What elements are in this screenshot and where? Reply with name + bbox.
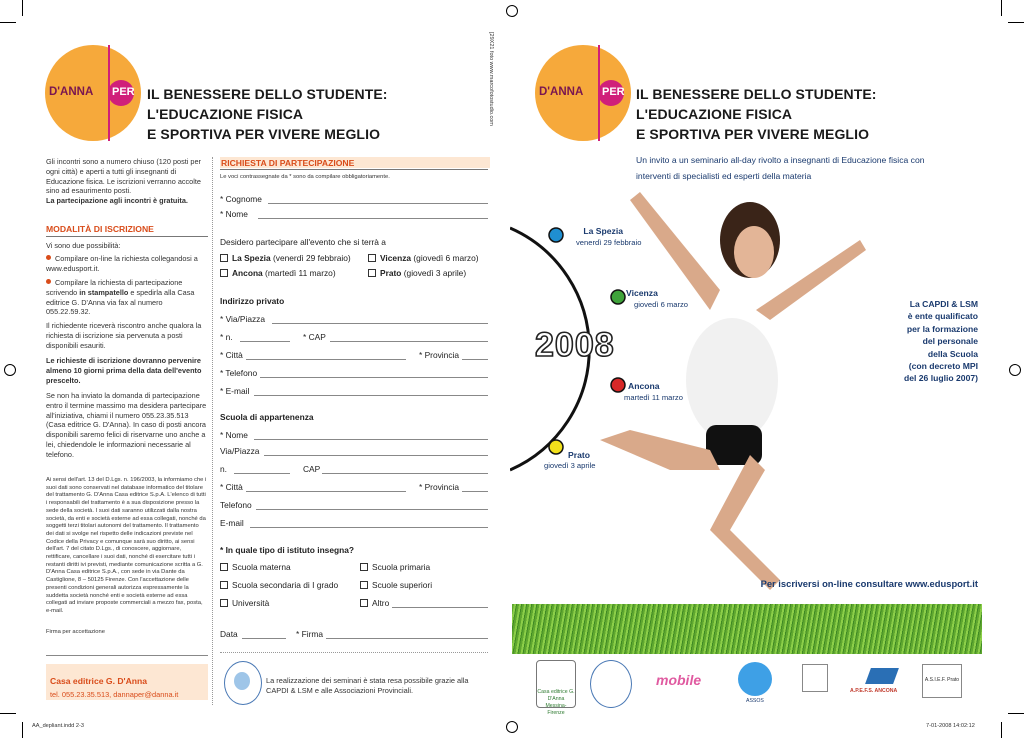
form-note: Le voci contrassegnate da * sono da compilare obbligatoriamente.: [220, 174, 390, 180]
timeline-dot-prato: [549, 440, 563, 454]
crop-mark: [0, 713, 16, 714]
timeline-dot-vicenza: [611, 290, 625, 304]
scuola-n-input[interactable]: [234, 473, 290, 474]
intro-text: Gli incontri sono a numero chiuso (120 posti per ogni città) e aperti a tutti gli insegnanti di Educazione fisica. Le iscrizioni verranno accolte sino ad esaurimento posti. La partecipazione agli incontri è gratuita.: [46, 157, 201, 206]
sponsor-logo-4: [802, 664, 828, 692]
scuola-via-label: Via/Piazza: [220, 446, 260, 456]
scuola-telefono-input[interactable]: [256, 509, 488, 510]
sponsor-logo-assos-text: ASSOS: [746, 698, 764, 704]
modalita-intro: Vi sono due possibilità:: [46, 241, 121, 250]
nome-input[interactable]: [258, 218, 488, 219]
event-date-prato: giovedì 3 aprile: [544, 461, 596, 470]
privacy-text: Ai sensi dell'art. 13 del D.Lgs. n. 196/2003, la informiamo che i suoi dati sono conservati nel database informatico del titolare del trattamento G. D'Anna Casa editrice S.p.A. L'elenco di tutti i responsabili del trattamento è a sua disposizione presso la sede della società. I suoi dati saranno utilizzati dalla nostra società, da enti e società esterne ad essa collegati, nonché da soggetti terzi titolari autonomi del trattamento. Il trattamento dei dati si svolge nel rispetto delle indicazioni previste nel Codice della Privacy e comunque sarà suo diritto, ai sensi dell'art. 7 del citato D.Lgs., di conoscere, aggiornare, rettificare, cancellare i suoi dati, nonché di esercitare tutti i restanti diritti ivi previsti, mediante comunicazione scritta a G. D'Anna Casa editrice S.p.A., con sede in via Dante da Castiglione, 8 – 50125 Firenze. Con l'accettazione delle presenti condizioni generali autorizza espressamente la suddetta società nonché enti e società esterne ad essa collegati ad inviare proposte commerciali a mezzo fax, posta, e-mail.: [46, 477, 207, 614]
scuola-cap-label: CAP: [303, 464, 321, 474]
tipo-scuola-materna[interactable]: Scuola materna: [220, 562, 291, 572]
registration-target: [4, 364, 16, 376]
logo-text-per: PER: [602, 86, 625, 98]
data-input[interactable]: [242, 638, 286, 639]
scuola-via-input[interactable]: [264, 455, 488, 456]
right-title-line-3: E SPORTIVA PER VIVERE MEGLIO: [636, 126, 870, 142]
logo-text-per: PER: [112, 86, 135, 98]
sponsor-logo-asief: A.S.I.E.F. Prato: [922, 664, 962, 698]
option-la-spezia[interactable]: La Spezia (venerdì 29 febbraio): [220, 253, 351, 263]
tipo-secondaria[interactable]: Scuola secondaria di I grado: [220, 580, 338, 590]
event-city-vicenza: Vicenza: [626, 288, 658, 298]
event-date-ancona: martedì 11 marzo: [624, 393, 683, 402]
confirm-text: Il richiedente riceverà riscontro anche qualora la richiesta di iscrizione sia pervenuta a posti disponibili esauriti.: [46, 321, 202, 350]
scuola-citta-label: * Città: [220, 482, 243, 492]
right-subtitle: Un invito a un seminario all-day rivolto a insegnanti di Educazione fisica con interventi di specialisti ed esperti della materia: [636, 155, 925, 181]
event-city-prato: Prato: [568, 450, 590, 460]
scuola-provincia-label: * Provincia: [419, 482, 460, 492]
option-vicenza[interactable]: Vicenza (giovedì 6 marzo): [368, 253, 479, 263]
registration-target: [506, 5, 518, 17]
tipo-altro[interactable]: Altro: [360, 598, 389, 608]
photo-credit: [29X21 foto www.marcofotostudio.com: [488, 32, 494, 126]
option-ancona[interactable]: Ancona (martedì 11 marzo): [220, 268, 336, 278]
logo-text-danna: D'ANNA: [539, 86, 584, 98]
crop-mark: [1008, 22, 1024, 23]
altro-input[interactable]: [392, 607, 488, 608]
sponsor-logo-danna: Casa editrice G. D'Anna Messina-Firenze: [536, 660, 576, 708]
slug-left: AA_depliant.indd 2-3: [32, 723, 84, 729]
email-input[interactable]: [254, 395, 488, 396]
crop-mark: [22, 0, 23, 16]
crop-mark: [0, 22, 16, 23]
crop-mark: [1008, 713, 1024, 714]
n-input[interactable]: [240, 341, 290, 342]
slug-right: 7-01-2008 14:02:12: [926, 723, 975, 729]
contact-text: Se non ha inviato la domanda di partecipazione entro il termine massimo ma desidera partecipare all'iniziativa, chiami il numero 055.23.35.513 (Casa editrice G. D'Anna). In caso di posti ancora disponibili saremo felici di riservarne uno anche a lei, chiedendole le informazioni necessarie al telefono.: [46, 391, 207, 459]
timeline-dot-la-spezia: [549, 228, 563, 242]
firma-accettazione-label: Firma per accettazione: [46, 629, 105, 635]
sponsor-rule: [220, 652, 488, 653]
online-registration: Per iscriversi on-line consultare www.edusport.it: [760, 578, 978, 589]
scuola-n-label: n.: [220, 464, 227, 474]
modalita-heading: MODALITÀ DI ISCRIZIONE: [46, 224, 208, 237]
column-divider: [212, 157, 213, 705]
deadline-text: Le richieste di iscrizione dovranno pervenire almeno 10 giorni prima della data dell'evento prescelto.: [46, 356, 202, 385]
capdi-qualification: La CAPDI & LSM è ente qualificato per la formazione del personale della Scuola (con decreto MPI del 26 luglio 2007): [903, 299, 978, 384]
registration-target: [506, 721, 518, 733]
sponsor-logo-assos: [738, 662, 772, 696]
year-2008: 2008: [535, 326, 615, 364]
sponsor-logo-capdi: [590, 660, 632, 708]
right-title-line-2: L'EDUCAZIONE FISICA: [636, 106, 793, 122]
firma-label: * Firma: [296, 629, 323, 639]
scuola-citta-input[interactable]: [246, 491, 406, 492]
cognome-input[interactable]: [268, 203, 488, 204]
cap-label: * CAP: [303, 332, 326, 342]
cognome-label: * Cognome: [220, 194, 262, 204]
scuola-provincia-input[interactable]: [462, 491, 488, 492]
nome-label: * Nome: [220, 209, 248, 219]
footer-publisher: Casa editrice G. D'Anna: [50, 676, 148, 686]
registration-target: [1009, 364, 1021, 376]
tipo-universita[interactable]: Università: [220, 598, 269, 608]
sponsor-text: La realizzazione dei seminari è stata resa possibile grazie alla CAPDI & LSM e alle Associazioni Provinciali.: [266, 676, 469, 695]
email-label: * E-mail: [220, 386, 250, 396]
modalita-bullet-1: Compilare on-line la richiesta collegandosi a www.edusport.it.: [46, 254, 198, 273]
scuola-cap-input[interactable]: [322, 473, 488, 474]
page-title-line-2: L'EDUCAZIONE FISICA: [147, 106, 304, 122]
tipo-superiori[interactable]: Scuole superiori: [360, 580, 432, 590]
n-label: * n.: [220, 332, 233, 342]
tipo-scuola-primaria[interactable]: Scuola primaria: [360, 562, 430, 572]
form-title-rule: [220, 169, 488, 170]
scuola-heading: Scuola di appartenenza: [220, 412, 314, 422]
page-title-line-1: IL BENESSERE DELLO STUDENTE:: [147, 86, 388, 102]
data-label: Data: [220, 629, 238, 639]
scuola-email-input[interactable]: [250, 527, 488, 528]
via-input[interactable]: [272, 323, 488, 324]
event-date-vicenza: giovedì 6 marzo: [634, 300, 689, 309]
logo-text-danna: D'ANNA: [49, 86, 94, 98]
event-city-la-spezia: La Spezia: [583, 226, 623, 236]
firma-accettazione-line[interactable]: [46, 655, 208, 656]
capdi-logo: [224, 661, 262, 705]
telefono-input[interactable]: [260, 377, 488, 378]
provincia-label: * Provincia: [419, 350, 460, 360]
page-title-line-3: E SPORTIVA PER VIVERE MEGLIO: [147, 126, 381, 142]
event-question: Desidero partecipare all'evento che si terrà a: [220, 237, 386, 247]
scuola-nome-input[interactable]: [254, 439, 488, 440]
tipo-question: * In quale tipo di istituto insegna?: [220, 545, 354, 555]
sponsor-logo-apefs-mark: [865, 668, 899, 684]
indirizzo-heading: Indirizzo privato: [220, 296, 285, 306]
sponsor-logo-apefs: A.P.E.F.S. ANCONA: [850, 688, 898, 694]
modalita-bullet-2: Compilare la richiesta di partecipazione scrivendo in stampatello e spedirla alla Casa editrice G. D'Anna via fax al numero 055.22.59.32.: [46, 278, 195, 317]
firma-input[interactable]: [326, 638, 488, 639]
scuola-nome-label: * Nome: [220, 430, 248, 440]
via-label: * Via/Piazza: [220, 314, 266, 324]
footer-contact: tel. 055.23.35.513, dannaper@danna.it: [50, 690, 179, 699]
citta-input[interactable]: [246, 359, 406, 360]
cap-input[interactable]: [330, 341, 488, 342]
citta-label: * Città: [220, 350, 243, 360]
provincia-input[interactable]: [462, 359, 488, 360]
event-city-ancona: Ancona: [628, 381, 660, 391]
scuola-email-label: E-mail: [220, 518, 244, 528]
timeline-dot-ancona: [611, 378, 625, 392]
right-title-line-1: IL BENESSERE DELLO STUDENTE:: [636, 86, 877, 102]
crop-mark: [1001, 722, 1002, 738]
scuola-telefono-label: Telefono: [220, 500, 252, 510]
crop-mark: [22, 722, 23, 738]
sponsor-logo-mobile: mobile: [656, 672, 702, 688]
crop-mark: [1001, 0, 1002, 16]
grass-strip: [512, 604, 982, 654]
event-date-la-spezia: venerdì 29 febbraio: [576, 238, 642, 247]
option-prato[interactable]: Prato (giovedì 3 aprile): [368, 268, 466, 278]
telefono-label: * Telefono: [220, 368, 258, 378]
form-title: RICHIESTA DI PARTECIPAZIONE: [221, 158, 355, 168]
